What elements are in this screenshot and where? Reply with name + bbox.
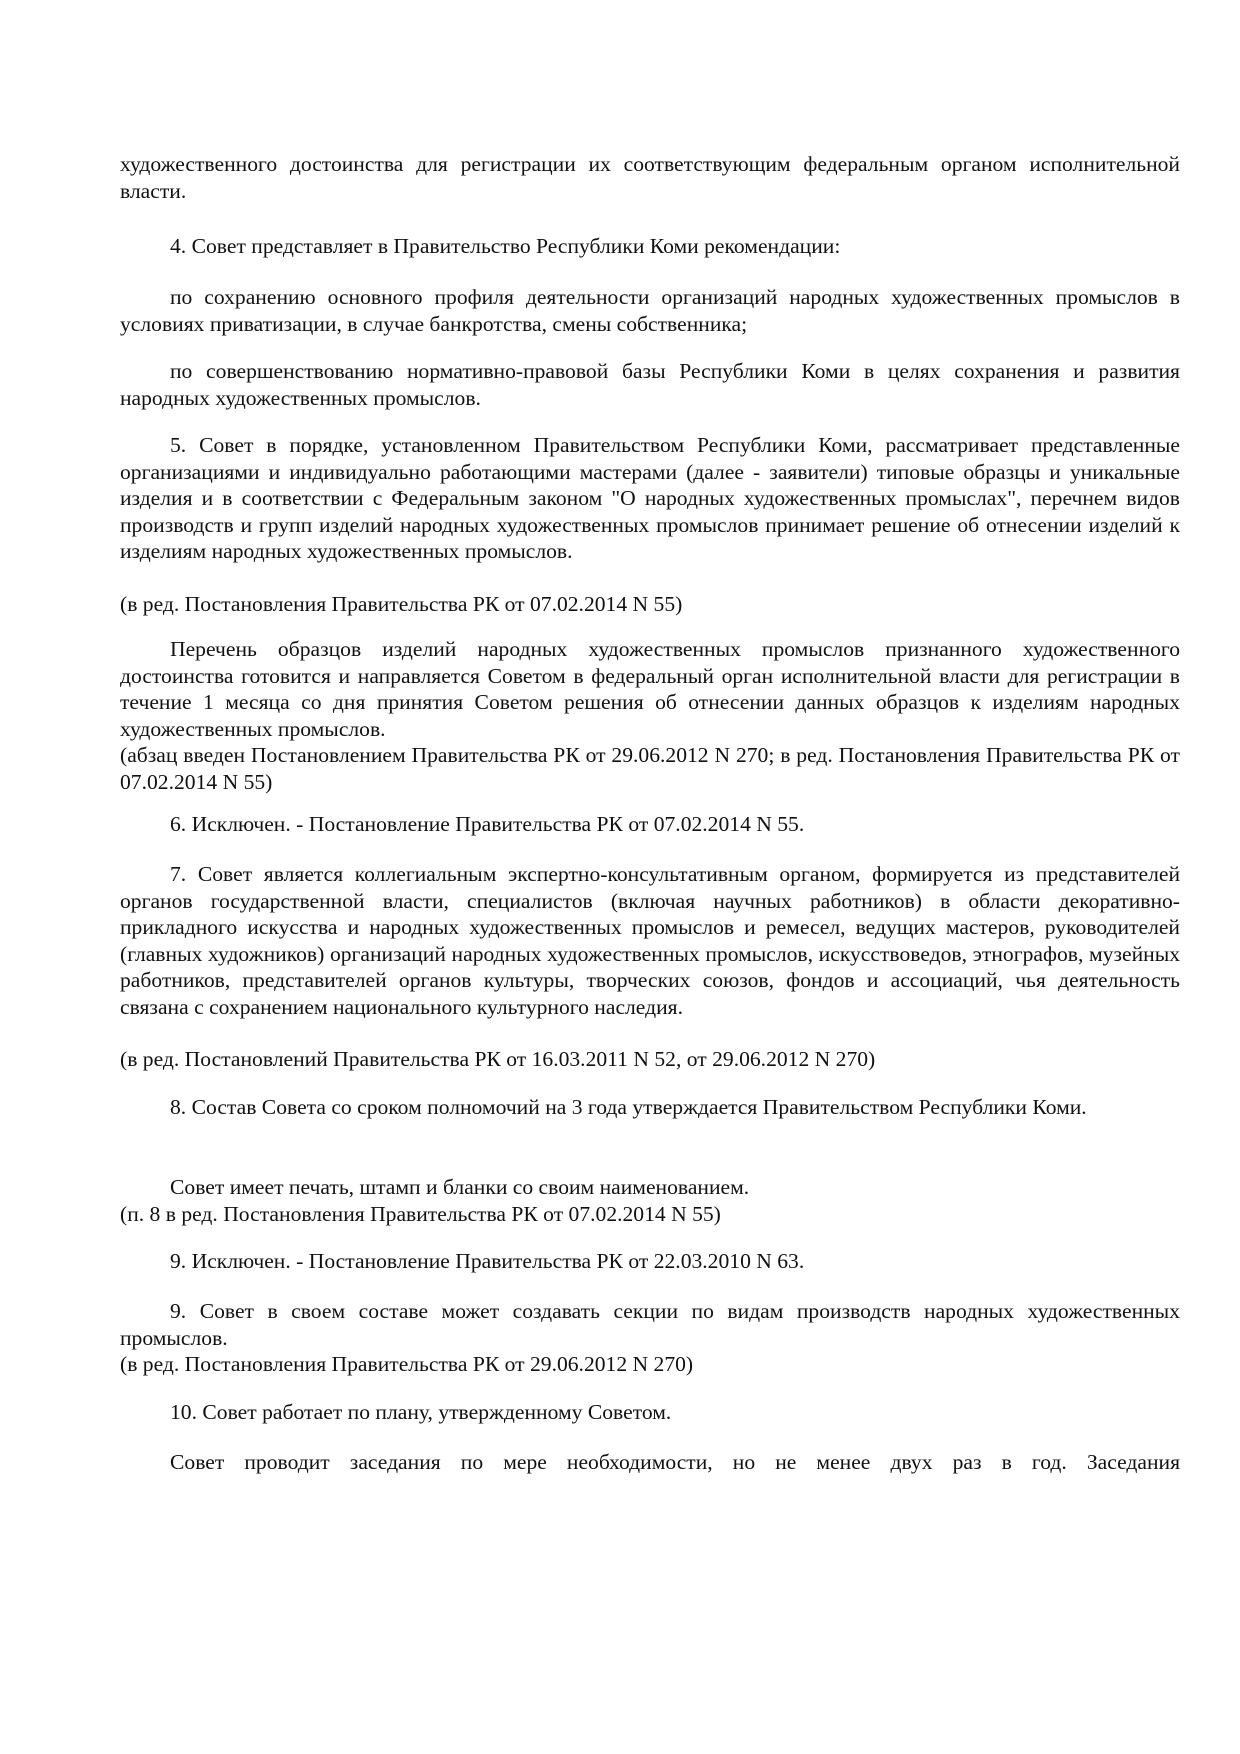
paragraph-item-4: 4. Совет представляет в Правительство Республики Коми рекомендации: [170, 234, 841, 258]
paragraph-item-7: 7. Совет является коллегиальным экспертно-консультативным органом, формируется из представителей органов государственной власти, специалистов (включая научных работников) в области декоративно-прикладного искусства и народных художественных промыслов и ремесел, ведущих мастеров, руководителей (главных художников) организаций народных художественных промыслов, искусствоведов, этнографов, музейных работников, представителей органов культуры, творческих союзов, фондов и ассоциаций, чья деятельность связана с сохранением национального культурного наследия. [120, 862, 1180, 1019]
paragraph-meetings: Совет проводит заседания по мере необходимости, но не менее двух раз в год. Заседания [170, 1450, 1180, 1474]
amendment-note: (в ред. Постановления Правительства РК от 07.02.2014 N 55) [120, 592, 683, 616]
paragraph-item-6: 6. Исключен. - Постановление Правительства РК от 07.02.2014 N 55. [170, 812, 805, 836]
paragraph-item-5: 5. Совет в порядке, установленном Правительством Республики Коми, рассматривает представленные организациями и индивидуально работающими мастерами (далее - заявители) типовые образцы и уникальные изделия и в соответствии с Федеральным законом "О народных художественных промыслах", перечнем видов производств и групп изделий народных художественных промыслов принимает решение об отнесении изделий к изделиям народных художественных промыслов. [120, 433, 1180, 563]
amendment-note: (в ред. Постановления Правительства РК от 29.06.2012 N 270) [120, 1352, 694, 1376]
paragraph-item-9: 9. Совет в своем составе может создавать секции по видам производств народных художественных промыслов. [120, 1299, 1180, 1350]
paragraph-item-9-excluded: 9. Исключен. - Постановление Правительства РК от 22.03.2010 N 63. [170, 1249, 805, 1273]
paragraph-continuation: художественного достоинства для регистрации их соответствующим федеральным органом исполнительной власти. [120, 152, 1180, 203]
amendment-note: (абзац введен Постановлением Правительства РК от 29.06.2012 N 270; в ред. Постановления Правительства РК от 07.02.2014 N 55) [120, 743, 1180, 794]
amendment-note: (п. 8 в ред. Постановления Правительства РК от 07.02.2014 N 55) [120, 1202, 721, 1226]
amendment-note: (в ред. Постановлений Правительства РК от 16.03.2011 N 52, от 29.06.2012 N 270) [120, 1047, 876, 1071]
paragraph-recommendation-2: по совершенствованию нормативно-правовой базы Республики Коми в целях сохранения и развития народных художественных промыслов. [120, 359, 1180, 410]
paragraph-item-10: 10. Совет работает по плану, утвержденному Советом. [170, 1400, 672, 1424]
paragraph-list-of-samples: Перечень образцов изделий народных художественных промыслов признанного художественного достоинства готовится и направляется Советом в федеральный орган исполнительной власти для регистрации в течение 1 месяца со дня принятия Советом решения об отнесении данных образцов к изделиям народных художественных промыслов. [120, 637, 1180, 741]
paragraph-item-8: 8. Состав Совета со сроком полномочий на 3 года утверждается Правительством Республики Коми. [170, 1095, 1087, 1119]
paragraph-recommendation-1: по сохранению основного профиля деятельности организаций народных художественных промыслов в условиях приватизации, в случае банкротства, смены собственника; [120, 285, 1180, 336]
paragraph-seal: Совет имеет печать, штамп и бланки со своим наименованием. [170, 1175, 750, 1199]
